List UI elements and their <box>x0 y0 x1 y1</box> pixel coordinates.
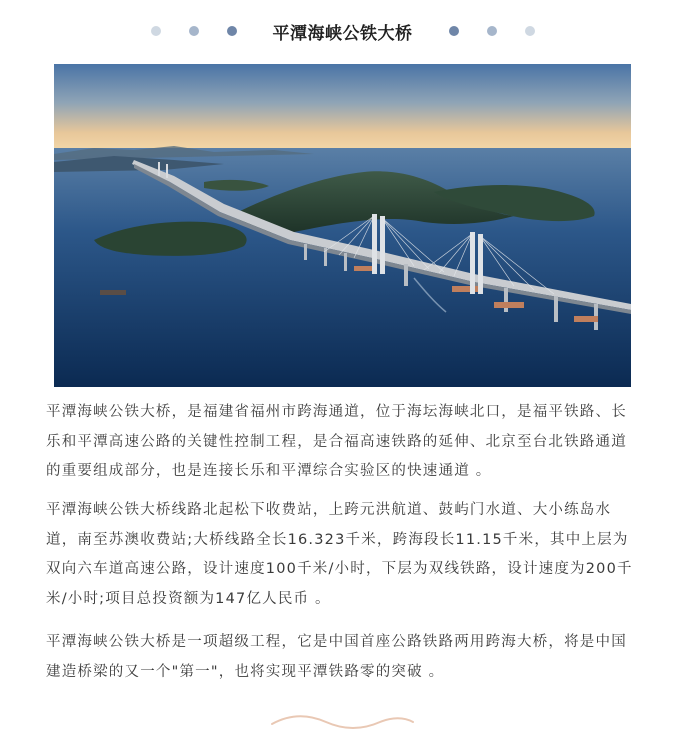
section-header <box>0 0 685 62</box>
wave-divider-icon <box>270 712 415 732</box>
dot-icon <box>189 26 199 36</box>
dot-icon <box>151 26 161 36</box>
bridge-photo <box>54 64 631 387</box>
dot-icon <box>227 26 237 36</box>
dot-icon <box>525 26 535 36</box>
dot-icon <box>487 26 497 36</box>
right-dots <box>435 26 549 36</box>
paragraph-1: 平潭海峡公铁大桥，是福建省福州市跨海通道，位于海坛海峡北口，是福平铁路、长乐和平潭高速公路的关键性控制工程，是合福高速铁路的延伸、北京至台北铁路通道的重要组成部分，也是连接长乐和平潭综合实验区的快速通道 。 <box>46 404 627 479</box>
section-title: 平潭海峡公铁大桥 <box>272 23 413 44</box>
dot-icon <box>449 26 459 36</box>
paragraph-2: 平潭海峡公铁大桥线路北起松下收费站，上跨元洪航道、鼓屿门水道、大小练岛水道，南至苏澳收费站;大桥线路全长16.323千米，跨海段长11.15千米，其中上层为双向六车道高速公路，设计速度100千米/小时，下层为双线铁路，设计速度为200千米/小时;项目总投资额为147亿人民币 。 <box>46 502 633 607</box>
paragraph-3: 平潭海峡公铁大桥是一项超级工程，它是中国首座公路铁路两用跨海大桥，将是中国建造桥梁的又一个"第一"，也将实现平潭铁路零的突破 。 <box>46 634 627 680</box>
left-dots <box>137 26 251 36</box>
